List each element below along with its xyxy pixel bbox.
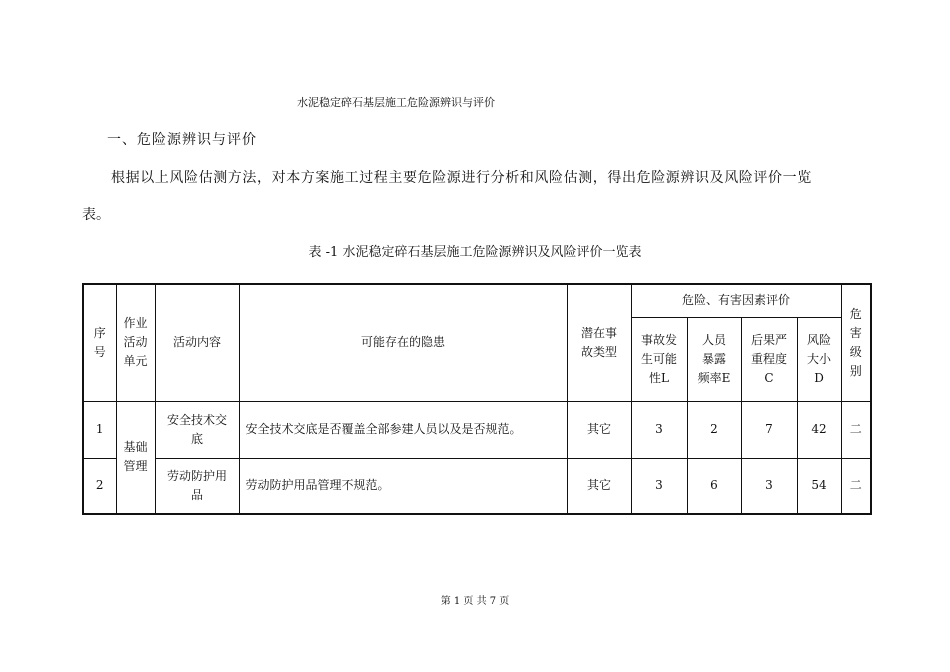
header-level: 危 害 级 别 — [841, 284, 871, 401]
cell-D: 54 — [797, 458, 841, 514]
cell-level: 二 — [841, 458, 871, 514]
cell-activity: 劳动防护用 品 — [155, 458, 239, 514]
header-C: 后果严 重程度 C — [741, 317, 797, 401]
header-hazard: 可能存在的隐患 — [239, 284, 567, 401]
table-caption: 表 -1 水泥稳定碎石基层施工危险源辨识及风险评价一览表 — [308, 245, 642, 260]
page-footer: 第 1 页 共 7 页 — [440, 596, 510, 607]
header-D: 风险 大小 D — [797, 317, 841, 401]
paragraph-line-1: 根据以上风险估测方法，对本方案施工过程主要危险源进行分析和风险估测，得出危险源辨识及风险评价一览 — [111, 170, 812, 186]
cell-level: 二 — [841, 401, 871, 458]
cell-C: 3 — [741, 458, 797, 514]
section-heading: 一、危险源辨识与评价 — [107, 132, 257, 148]
cell-L: 3 — [631, 458, 687, 514]
header-accident-type: 潜在事 故类型 — [567, 284, 631, 401]
cell-C: 7 — [741, 401, 797, 458]
header-activity: 活动内容 — [155, 284, 239, 401]
paragraph-line-2: 表。 — [82, 207, 110, 223]
cell-D: 42 — [797, 401, 841, 458]
cell-hazard: 安全技术交底是否覆盖全部参建人员以及是否规范。 — [239, 401, 567, 458]
cell-E: 6 — [687, 458, 741, 514]
cell-unit: 基础 管理 — [116, 401, 155, 514]
cell-hazard: 劳动防护用品管理不规范。 — [239, 458, 567, 514]
risk-evaluation-table — [82, 283, 872, 515]
cell-seq: 1 — [83, 401, 116, 458]
header-L: 事故发 生可能 性L — [631, 317, 687, 401]
document-title: 水泥稳定碎石基层施工危险源辨识与评价 — [297, 96, 495, 109]
table-header-row-1 — [83, 284, 871, 317]
header-E: 人员 暴露 频率E — [687, 317, 741, 401]
cell-accident-type: 其它 — [567, 401, 631, 458]
cell-accident-type: 其它 — [567, 458, 631, 514]
cell-L: 3 — [631, 401, 687, 458]
header-unit: 作业 活动 单元 — [116, 284, 155, 401]
table-row — [83, 458, 871, 514]
cell-seq: 2 — [83, 458, 116, 514]
header-seq: 序 号 — [83, 284, 116, 401]
cell-E: 2 — [687, 401, 741, 458]
header-evaluation-group: 危险、有害因素评价 — [631, 284, 841, 317]
table-row — [83, 401, 871, 458]
cell-activity: 安全技术交 底 — [155, 401, 239, 458]
